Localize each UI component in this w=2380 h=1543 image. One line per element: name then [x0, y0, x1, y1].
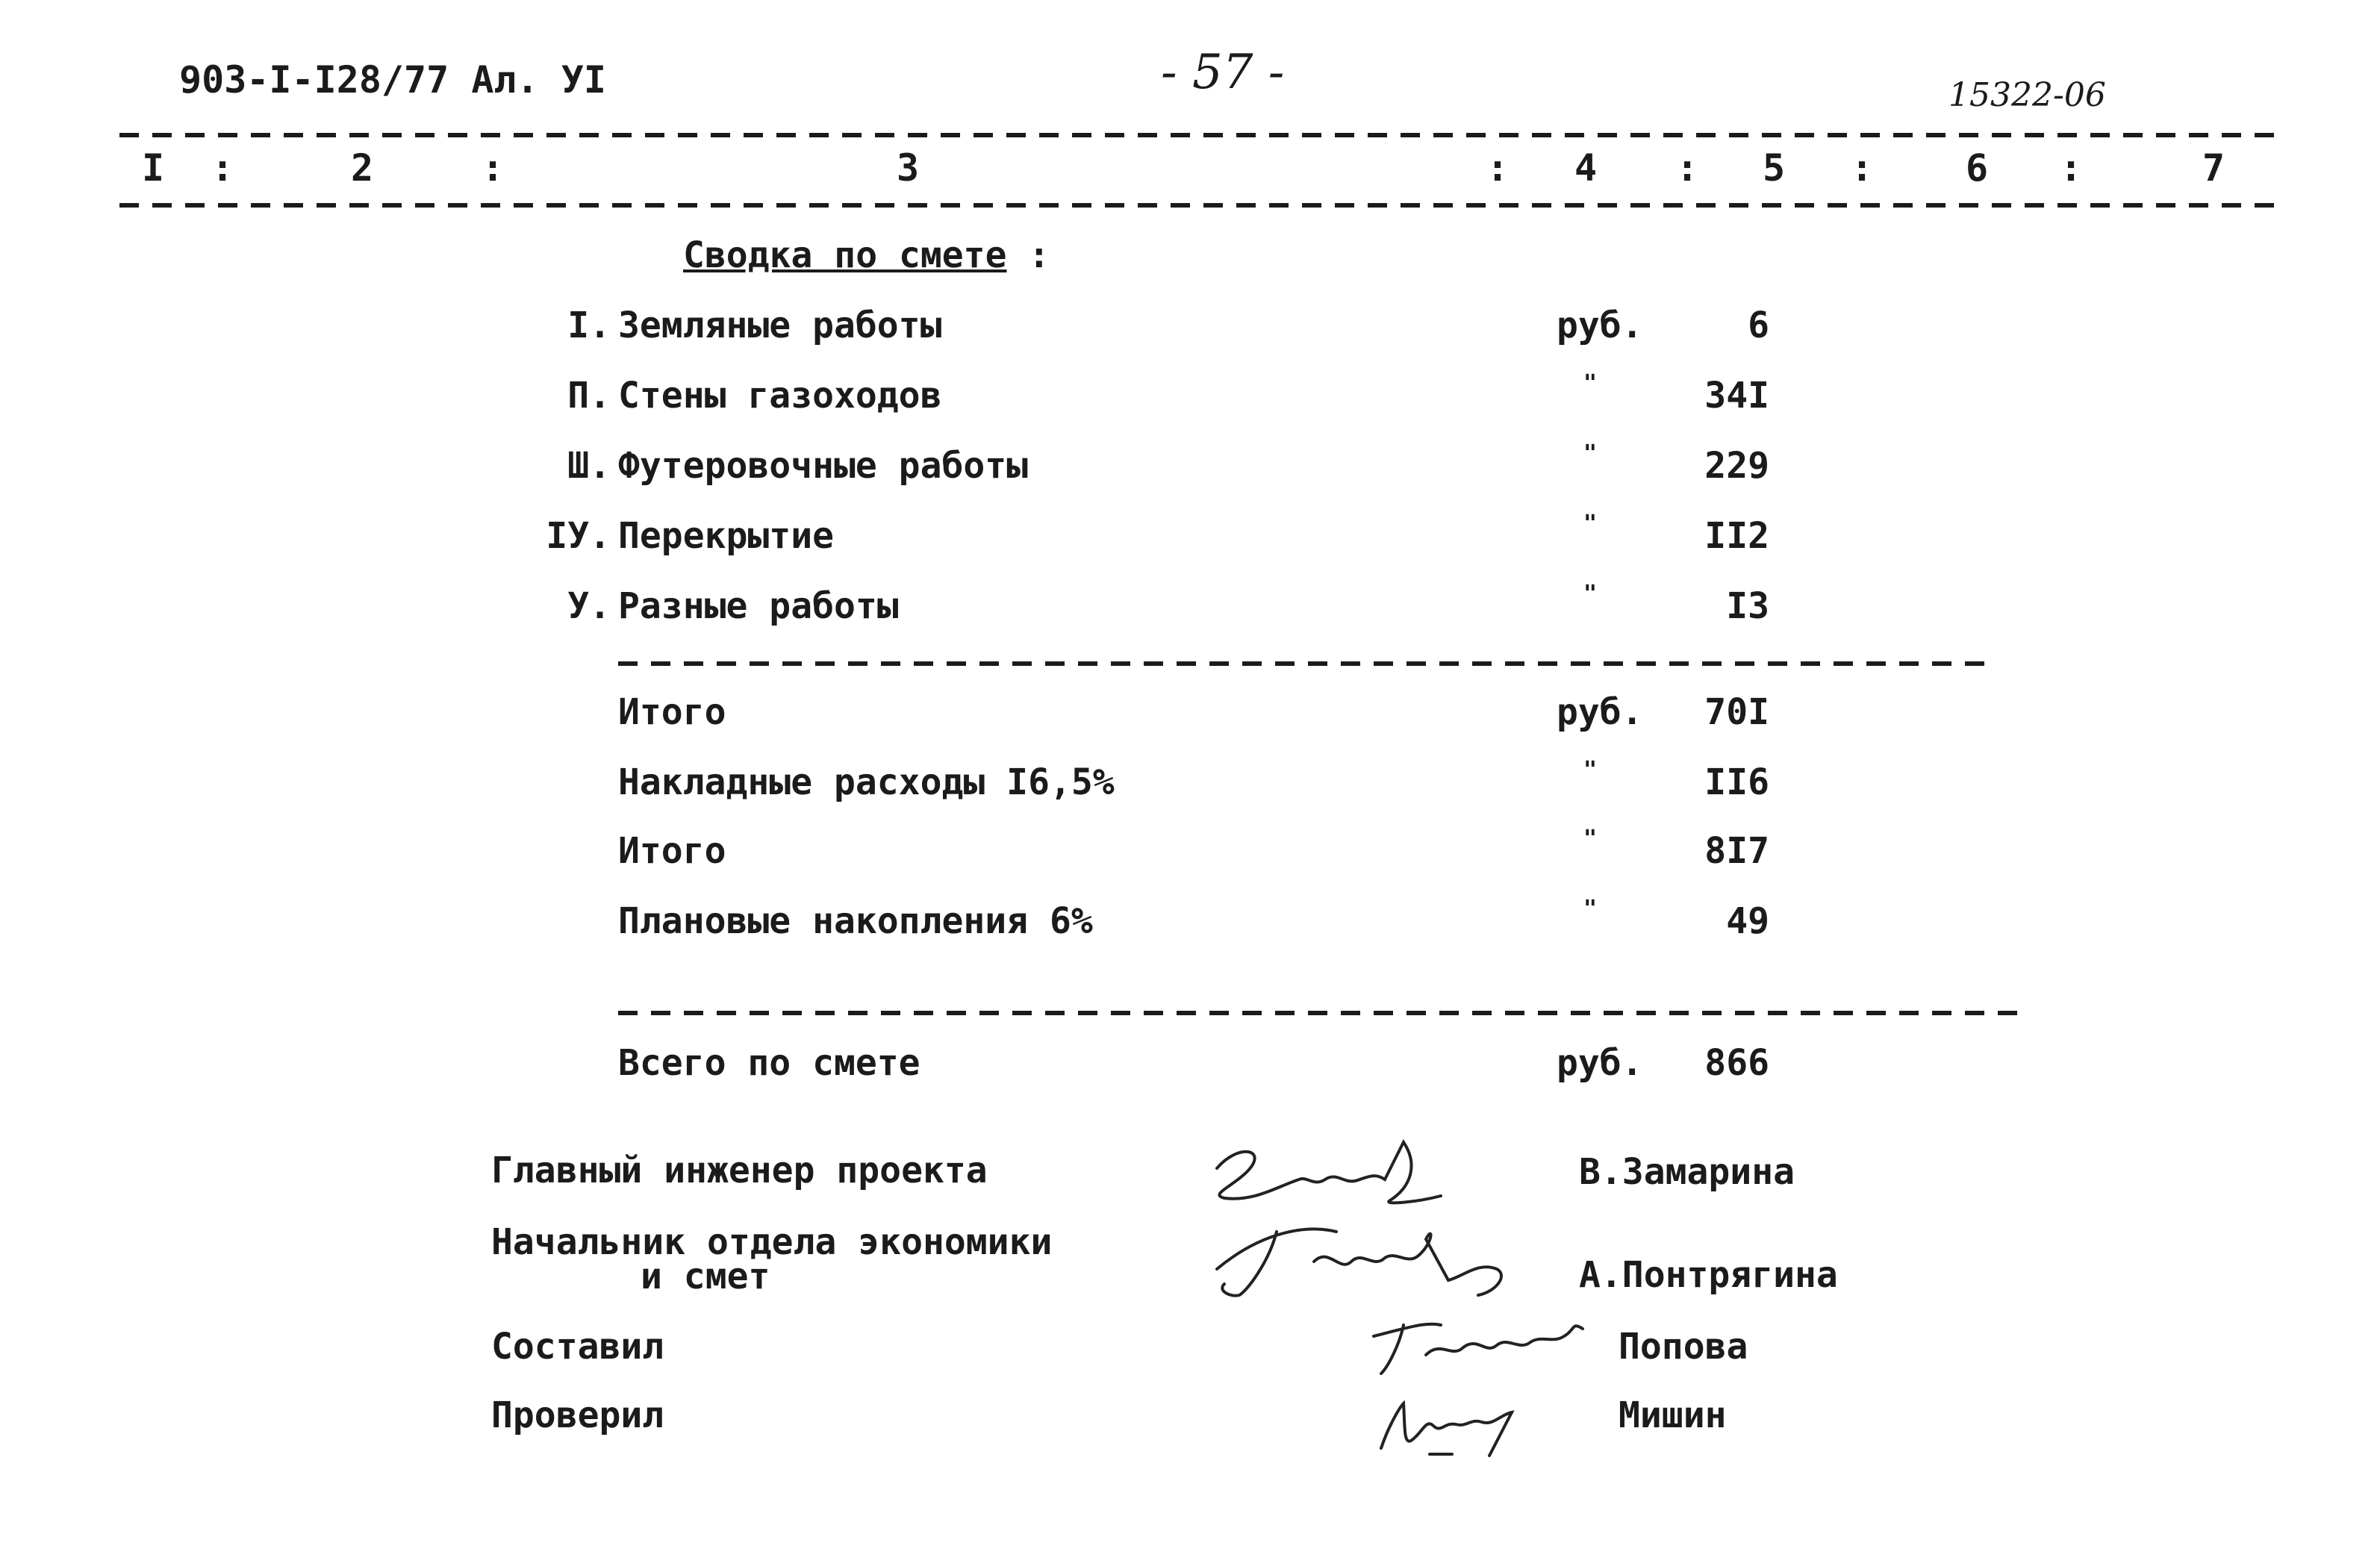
- row-number: Ш.: [567, 445, 611, 487]
- column-separator: :: [211, 146, 234, 190]
- row-name: Футеровочные работы: [618, 445, 1029, 487]
- ditto-mark: ": [1583, 581, 1598, 607]
- row-name: Итого: [618, 830, 726, 872]
- row-value: I3: [1726, 585, 1769, 627]
- grand-total-unit: руб.: [1557, 1042, 1643, 1084]
- row-value: 70I: [1704, 691, 1769, 733]
- document-code: 903-I-I28/77 Ал. УI: [179, 58, 606, 102]
- column-header-3: 3: [896, 146, 920, 190]
- column-header-6: 6: [1965, 146, 1989, 190]
- ditto-mark: ": [1583, 440, 1598, 467]
- signature-role: Начальник отдела экономики: [491, 1221, 1053, 1263]
- signatory-name: Попова: [1619, 1326, 1748, 1368]
- header-top-rule: [119, 133, 2284, 137]
- column-header-5: 5: [1762, 146, 1786, 190]
- row-number: IУ.: [546, 515, 611, 557]
- row-name: Накладные расходы I6,5%: [618, 761, 1115, 803]
- signature-mishin: [1359, 1374, 1553, 1463]
- row-unit: руб.: [1557, 691, 1643, 733]
- row-unit: руб.: [1557, 305, 1643, 346]
- row-value: II6: [1704, 761, 1769, 803]
- column-separator: :: [2059, 146, 2083, 190]
- row-number: I.: [567, 305, 611, 346]
- header-bottom-rule: [119, 203, 2284, 208]
- column-header-4: 4: [1574, 146, 1598, 190]
- grand-total-rule: [618, 1011, 2022, 1015]
- row-name: Плановые накопления 6%: [618, 900, 1093, 942]
- row-value: 6: [1748, 305, 1769, 346]
- signature-role: Проверил: [491, 1394, 664, 1436]
- signatory-name: В.Замарина: [1579, 1151, 1795, 1193]
- archive-number: 15322-06: [1948, 76, 2106, 114]
- signature-pontryagina: [1202, 1209, 1530, 1306]
- signature-role: Главный инженер проекта: [491, 1150, 988, 1191]
- ditto-mark: ": [1583, 896, 1598, 922]
- column-header-1: I: [141, 146, 165, 190]
- column-separator: :: [481, 146, 505, 190]
- column-header-7: 7: [2202, 146, 2225, 190]
- signatory-name: Мишин: [1619, 1394, 1727, 1436]
- column-header-2: 2: [350, 146, 374, 190]
- ditto-mark: ": [1583, 511, 1598, 537]
- row-value: 34I: [1704, 375, 1769, 417]
- ditto-mark: ": [1583, 370, 1598, 396]
- summary-title: Сводка по смете :: [683, 234, 1050, 276]
- subtotal-rule: [618, 661, 1984, 666]
- signature-popova: [1359, 1299, 1598, 1381]
- column-separator: :: [1486, 146, 1510, 190]
- signature-role-line2: и смет: [641, 1256, 770, 1297]
- row-name: Земляные работы: [618, 305, 942, 346]
- row-value: 229: [1704, 445, 1769, 487]
- row-value: II2: [1704, 515, 1769, 557]
- row-number: П.: [567, 375, 611, 417]
- row-value: 49: [1726, 900, 1769, 942]
- row-name: Разные работы: [618, 585, 899, 627]
- row-name: Перекрытие: [618, 515, 834, 557]
- column-separator: :: [1850, 146, 1874, 190]
- row-number: У.: [567, 585, 611, 627]
- row-name: Стены газоходов: [618, 375, 942, 417]
- ditto-mark: ": [1583, 757, 1598, 783]
- row-name: Итого: [618, 691, 726, 733]
- row-value: 8I7: [1704, 830, 1769, 872]
- page-number: - 57 -: [1161, 45, 1285, 100]
- grand-total-value: 866: [1704, 1042, 1769, 1084]
- column-separator: :: [1675, 146, 1699, 190]
- signatory-name: А.Понтрягина: [1579, 1254, 1838, 1296]
- signature-role: Составил: [491, 1326, 664, 1368]
- ditto-mark: ": [1583, 826, 1598, 852]
- grand-total-label: Всего по смете: [618, 1042, 920, 1084]
